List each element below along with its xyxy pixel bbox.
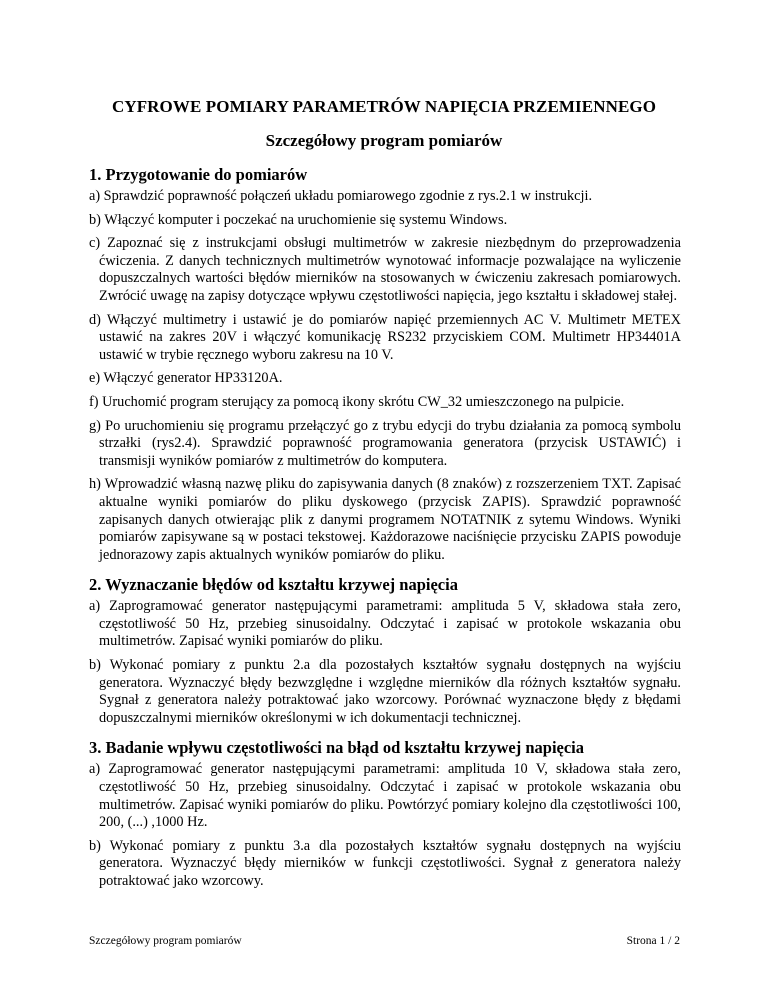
section-heading: 2. Wyznaczanie błędów od kształtu krzywej napięcia	[89, 575, 458, 595]
list-item: b) Wykonać pomiary z punktu 2.a dla pozostałych kształtów sygnału dostępnych na wyjściu generatora. Wyznaczyć błędy bezwzględne i względne mierników dla różnych kształtów sygnału. Sygnał z generatora należy potraktować jako wzorcowy. Porównać wyznaczone błędy z błędami dopuszczalnymi mierników określonymi w ich dokumentacji technicznej.	[89, 657, 681, 726]
document-title: CYFROWE POMIARY PARAMETRÓW NAPIĘCIA PRZEMIENNEGO	[111, 97, 657, 116]
list-item: f) Uruchomić program sterujący za pomocą ikony skrótu CW_32 umieszczonego na pulpicie.	[89, 393, 625, 410]
section-waveform-errors	[89, 574, 681, 727]
document-subtitle: Szczegółowy program pomiarów	[265, 131, 503, 150]
footer-title: Szczegółowy program pomiarów	[89, 935, 242, 947]
list-item: a) Sprawdzić poprawność połączeń układu pomiarowego zgodnie z rys.2.1 w instrukcji.	[89, 188, 593, 204]
list-item: b) Włączyć komputer i poczekać na uruchomienie się systemu Windows.	[89, 211, 508, 228]
list-item: e) Włączyć generator HP33120A.	[89, 370, 283, 387]
list-item: a) Zaprogramować generator następującymi parametrami: amplituda 10 V, składowa stała zero, częstotliwość 50 Hz, przebieg sinusoidalny. Odczytać i zapisać w protokole wskazania obu multimetrów. Zapisać wyniki pomiarów do pliku. Powtórzyć pomiary kolejno dla częstotliwości 100, 200, (...) ,1000 Hz.	[89, 761, 681, 831]
footer-page-number: Strona 1 / 2	[626, 935, 680, 947]
list-item: h) Wprowadzić własną nazwę pliku do zapisywania danych (8 znaków) z rozszerzeniem TXT. Zapisać aktualne wyniki pomiarów do pliku dyskowego (przycisk ZAPIS). Sprawdzić poprawność zapisanych danych otwierając plik z danymi programem NOTATNIK z sytemu Windows. Wyniki pomiarów zapisywane są w postaci tekstowej. Każdorazowe naciśnięcie przycisku ZAPIS powoduje jednorazowy zapis aktualnych wyników pomiarów do pliku.	[89, 476, 681, 563]
list-item: a) Zaprogramować generator następującymi parametrami: amplituda 5 V, składowa stała zero, częstotliwość 50 Hz, przebieg sinusoidalny. Odczytać i zapisać w protokole wskazania obu multimetrów. Zapisać wyniki pomiarów do pliku.	[89, 598, 681, 650]
document-body	[89, 164, 681, 901]
list-item: d) Włączyć multimetry i ustawić je do pomiarów napięć przemiennych AC V. Multimetr METEX ustawić na zakres 20V i włączyć komunikację RS232 przyciskiem COM. Multimetr HP34401A ustawić w trybie ręcznego wyboru zakresu na 10 V.	[89, 311, 681, 363]
section-heading: 3. Badanie wpływu częstotliwości na błąd od kształtu krzywej napięcia	[89, 738, 585, 758]
section-frequency-influence	[89, 737, 681, 890]
section-preparation	[89, 164, 681, 564]
section-heading: 1. Przygotowanie do pomiarów	[89, 165, 308, 184]
list-item: c) Zapoznać się z instrukcjami obsługi multimetrów w zakresie niezbędnym do przeprowadzenia ćwiczenia. Z danych technicznych multimetrów wynotować informacje pozwalające na wyliczenie dopuszczalnych wartości błędów mierników na stosowanych w ćwiczeniu zakresach pomiarowych. Zwrócić uwagę na zapisy dotyczące wpływu częstotliwości napięcia, jego kształtu i składowej stałej.	[89, 235, 681, 304]
list-item: g) Po uruchomieniu się programu przełączyć go z trybu edycji do trybu działania za pomocą symbolu strzałki (rys2.4). Sprawdzić poprawność programowania generatora (przycisk USTAWIĆ) i transmisji wyników pomiarów z multimetrów do komputera.	[89, 417, 681, 469]
list-item: b) Wykonać pomiary z punktu 3.a dla pozostałych kształtów sygnału dostępnych na wyjściu generatora. Wyznaczyć błędy mierników w funkcji częstotliwości. Sygnał z generatora należy potraktować jako wzorcowy.	[89, 837, 681, 889]
